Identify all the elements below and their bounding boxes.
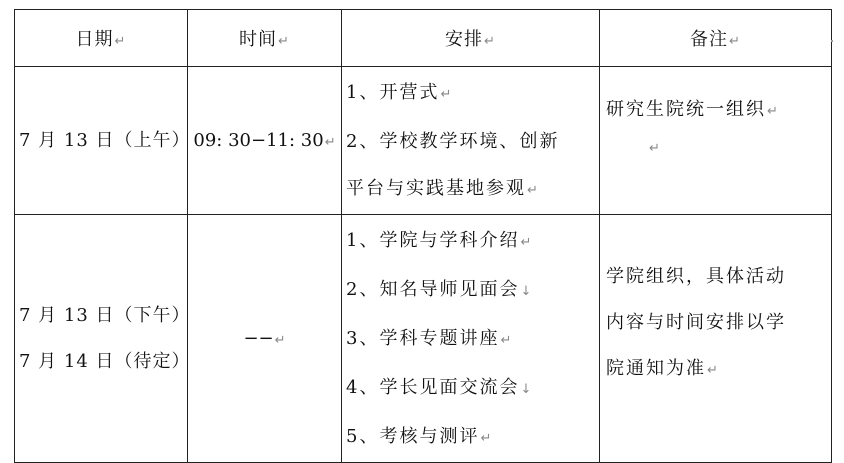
plan-item: 2、学校教学环境、创新 (346, 131, 560, 152)
plan-item: 2、知名导师见面会↓ (346, 279, 534, 300)
date-text: 7 月 13 日（下午） (19, 304, 191, 326)
date-text: 7 月 13 日（上午） (19, 129, 191, 151)
note-cell (600, 215, 832, 463)
stray-mark (831, 40, 833, 42)
date-cell (15, 215, 191, 463)
paragraph-mark: ↵ (274, 333, 286, 348)
table-row (15, 215, 832, 463)
paragraph-mark: ↵ (484, 34, 496, 49)
header-date: 日期↵ (15, 10, 188, 67)
paragraph-mark: ↵ (324, 135, 336, 150)
time-cell (188, 215, 342, 463)
time-text: 09: 30−11: 30 (193, 130, 324, 151)
date-cell (15, 67, 191, 215)
header-plan: 安排↵ (342, 10, 600, 67)
note-text: 研究生院统一组织↵ (606, 98, 780, 120)
table-row (15, 67, 832, 215)
date-text: 7 月 14 日（待定） (19, 350, 191, 372)
plan-cell (342, 215, 600, 463)
header-note: 备注↵ (600, 10, 832, 67)
plan-item: 1、开营式↵ (346, 82, 454, 103)
time-cell (188, 67, 342, 215)
header-time: 时间↵ (188, 10, 342, 67)
paragraph-mark: ↵ (114, 34, 127, 49)
note-cell (600, 67, 832, 215)
paragraph-mark: ↵ (729, 34, 741, 49)
plan-item: 4、学长见面交流会↓ (346, 377, 534, 398)
plan-cell (342, 67, 600, 215)
table-header-row (15, 10, 832, 67)
time-text: −− (243, 328, 274, 349)
note-text: 学院组织，具体活动 内容与时间安排以学 院通知为准↵ (606, 265, 786, 379)
plan-item: 5、考核与测评↵ (346, 426, 494, 447)
plan-item: 1、学院与学科介绍↵ (346, 230, 534, 251)
paragraph-mark: ↵ (278, 34, 290, 49)
plan-item: 3、学科专题讲座↵ (346, 328, 514, 349)
schedule-table (14, 9, 832, 463)
note-text: ↵ (649, 140, 662, 156)
plan-item: 平台与实践基地参观↵ (346, 178, 540, 199)
